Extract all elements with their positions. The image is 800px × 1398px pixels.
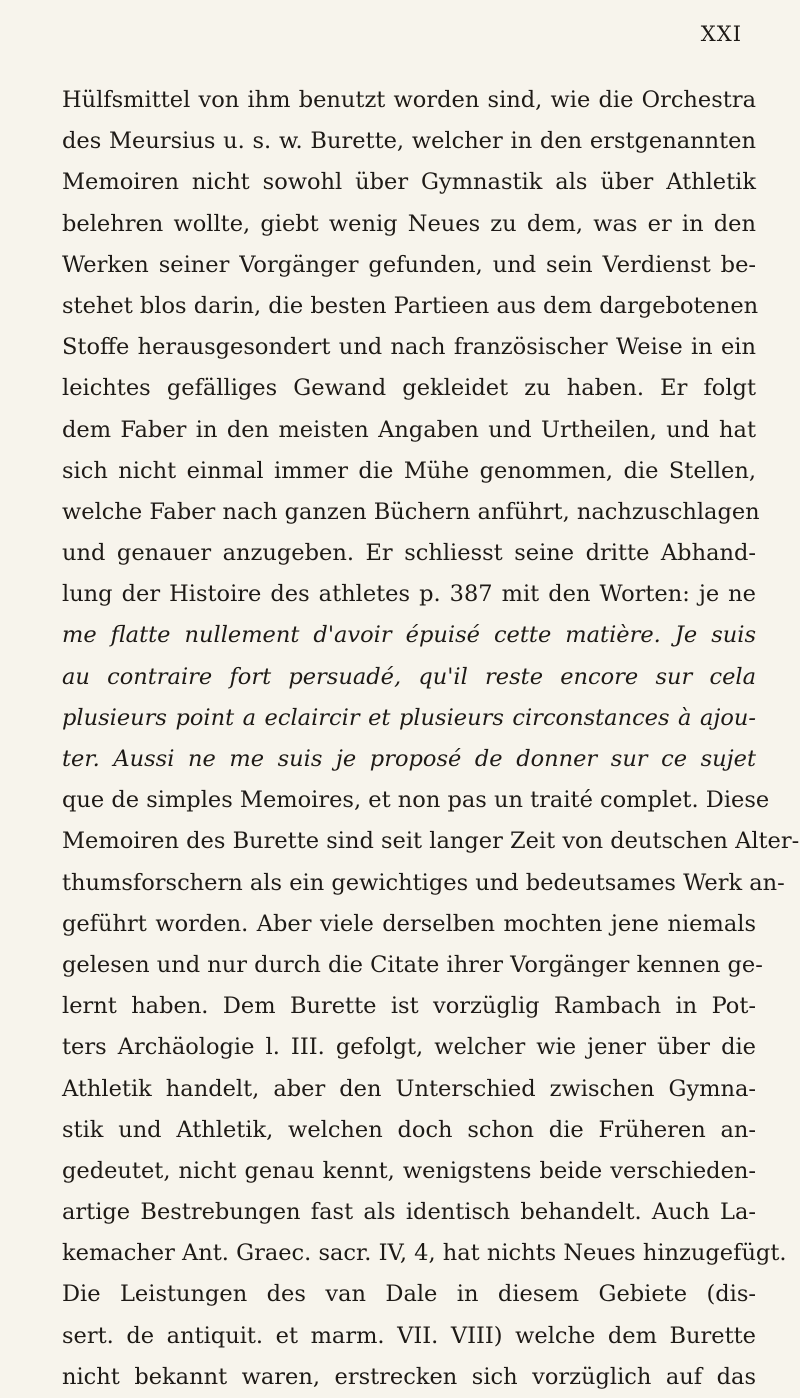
text-line: Hülfsmittel von ihm benutzt worden sind, wie die Orchestra [62, 87, 756, 113]
text-line: und genauer anzugeben. Er schliesst seine dritte Abhand- [62, 540, 756, 567]
text-line: lernt haben. Dem Burette ist vorzüglig Rambach in Pot- [62, 993, 756, 1020]
text-line: nicht bekannt waren, erstrecken sich vorzüglich auf das [62, 1363, 756, 1390]
text-line-french-quote: me flatte nullement d'avoir épuisé cette matière. Je suis [62, 622, 756, 649]
text-line: ters Archäologie l. III. gefolgt, welcher wie jener über die [62, 1034, 756, 1061]
text-line: Athletik handelt, aber den Unterschied zwischen Gymna- [62, 1075, 756, 1102]
text-line: welche Faber nach ganzen Büchern anführt, nachzuschlagen [62, 498, 760, 525]
text-line: dem Faber in den meisten Angaben und Urtheilen, und hat [62, 416, 756, 443]
text-line-french-quote: au contraire fort persuadé, qu'il reste encore sur cela [62, 663, 756, 690]
text-line: stehet blos darin, die besten Partieen aus dem dargebotenen [62, 292, 759, 319]
text-line: stik und Athletik, welchen doch schon die Früheren an- [62, 1116, 756, 1143]
text-line: Die Leistungen des van Dale in diesem Gebiete (dis- [62, 1281, 756, 1308]
text-line: belehren wollte, giebt wenig Neues zu dem, was er in den [62, 210, 756, 237]
text-line: Memoiren nicht sowohl über Gymnastik als über Athletik [62, 169, 756, 196]
text-line: kemacher Ant. Graec. sacr. IV, 4, hat nichts Neues hinzugefügt. [62, 1240, 787, 1267]
text-line: thumsforschern als ein gewichtiges und bedeutsames Werk an- [62, 869, 785, 896]
body-text [62, 80, 800, 1398]
text-line: Memoiren des Burette sind seit langer Zeit von deutschen Alter- [62, 828, 800, 855]
text-line: des Meursius u. s. w. Burette, welcher in den erstgenannten [62, 128, 756, 155]
text-line: gedeutet, nicht genau kennt, wenigstens beide verschieden- [62, 1157, 756, 1184]
text-line: que de simples Memoires, et non pas un traité complet. Diese [62, 787, 770, 814]
text-line: geführt worden. Aber viele derselben mochten jene niemals [62, 910, 756, 937]
text-line: sert. de antiquit. et marm. VII. VIII) welche dem Burette [62, 1322, 756, 1349]
text-line-french-quote: ter. Aussi ne me suis je proposé de donner sur ce sujet [62, 746, 756, 772]
text-line: Werken seiner Vorgänger gefunden, und sein Verdienst be- [62, 251, 756, 278]
text-line: sich nicht einmal immer die Mühe genommen, die Stellen, [62, 457, 756, 484]
text-line: gelesen und nur durch die Citate ihrer Vorgänger kennen ge- [62, 951, 763, 978]
text-line: artige Bestrebungen fast als identisch behandelt. Auch La- [62, 1199, 756, 1226]
page-number: XXI [700, 22, 742, 46]
text-line-french-quote: plusieurs point a eclaircir et plusieurs circonstances à ajou- [62, 704, 756, 731]
text-line: Stoffe herausgesondert und nach französischer Weise in ein [62, 334, 756, 361]
text-line: lung der Histoire des athletes p. 387 mit den Worten: je ne [62, 581, 756, 608]
text-line: leichtes gefälliges Gewand gekleidet zu haben. Er folgt [62, 375, 756, 402]
